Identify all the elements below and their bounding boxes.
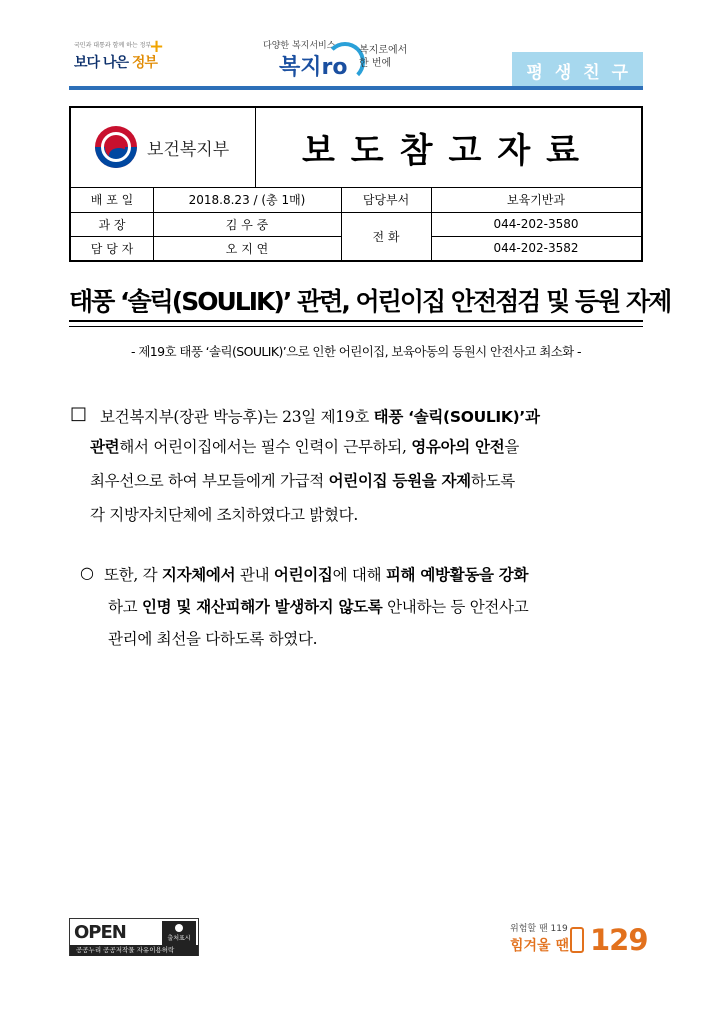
value-department: 보육기반과 bbox=[507, 193, 565, 207]
ministry-cell bbox=[71, 108, 256, 187]
open-label: OPEN bbox=[74, 922, 126, 943]
taegeuk-emblem-icon bbox=[95, 126, 137, 168]
paragraph-1-line-4: 각 지방자치단체에 조치하였다고 밝혔다. bbox=[90, 506, 358, 524]
hotline-small-text: 위험할 땐 119 bbox=[510, 924, 568, 934]
open-license-text: 공공누리 공공저작물 자유이용허락 bbox=[70, 945, 198, 956]
gov-logo-tagline: 국민과 대통과 함께 하는 정부 bbox=[74, 42, 152, 49]
value-phone-officer: 044-202-3582 bbox=[493, 241, 579, 255]
headline: 태풍 ‘솔릭(SOULIK)’ 관련, 어린이집 안전점검 및 등원 자제 bbox=[69, 287, 671, 316]
bokjiro-logo bbox=[255, 30, 425, 80]
hotline-129-logo bbox=[510, 918, 650, 960]
phone-icon bbox=[570, 927, 584, 953]
header-rule bbox=[69, 86, 643, 90]
press-title: 보도참고자료 bbox=[301, 131, 596, 171]
value-phone-director: 044-202-3580 bbox=[493, 217, 579, 231]
ministry-name: 보건복지부 bbox=[147, 140, 230, 160]
gov-logo-text: 보다 나은 정부 bbox=[74, 55, 157, 71]
paragraph-1-line-2: 관련해서 어린이집에서는 필수 인력이 근무하되, 영유아의 안전을 bbox=[90, 438, 520, 456]
paragraph-1-line-1: 보건복지부(장관 박능후)는 23일 제19호 태풍 ‘솔릭(SOULIK)’과 bbox=[100, 408, 540, 426]
bokjiro-name: 복지ro bbox=[279, 55, 348, 80]
bokjiro-slogan: 복지로에서 한 번에 bbox=[359, 45, 408, 69]
label-department: 담당부서 bbox=[362, 193, 410, 207]
circle-bullet-icon: ○ bbox=[80, 563, 94, 582]
paragraph-2-line-1: 또한, 각 지자체에서 관내 어린이집에 대해 피해 예방활동을 강화 bbox=[104, 566, 529, 584]
government-logo bbox=[72, 36, 165, 76]
value-director: 김 우 중 bbox=[225, 217, 269, 232]
value-officer: 오 지 연 bbox=[225, 241, 269, 256]
paragraph-1-line-3: 최우선으로 하여 부모들에게 가급적 어린이집 등원을 자제하도록 bbox=[90, 472, 515, 490]
label-director: 과 장 bbox=[98, 217, 126, 232]
label-phone: 전 화 bbox=[372, 229, 400, 244]
plus-icon: + bbox=[149, 36, 165, 57]
hotline-big-text: 힘겨울 땐 bbox=[510, 938, 569, 954]
headline-rule bbox=[69, 320, 643, 322]
subheadline: - 제19호 태풍 ‘솔릭(SOULIK)’으로 인한 어린이집, 보육아동의 등원시 안전사고 최소화 - bbox=[131, 344, 581, 359]
lifelong-friend-banner bbox=[512, 52, 643, 86]
square-bullet-icon: □ bbox=[70, 403, 88, 424]
friend-label: 평 생 친 구 bbox=[526, 63, 631, 83]
headline-rule bbox=[69, 326, 643, 327]
hotline-number: 129 bbox=[590, 923, 648, 957]
paragraph-2-line-2: 하고 인명 및 재산피해가 발생하지 않도록 안내하는 등 안전사고 bbox=[108, 598, 529, 616]
label-release-date: 배 포 일 bbox=[90, 193, 134, 207]
bokjiro-tagline: 다양한 복지서비스 bbox=[263, 41, 336, 51]
press-info-table bbox=[69, 106, 643, 262]
kogl-open-badge bbox=[69, 918, 199, 956]
value-release-date: 2018.8.23 / (총 1매) bbox=[188, 193, 306, 207]
label-officer: 담 당 자 bbox=[90, 241, 134, 256]
paragraph-2-line-3: 관리에 최선을 다하도록 하였다. bbox=[108, 630, 318, 648]
attribution-icon: 출처표시 bbox=[162, 921, 196, 945]
